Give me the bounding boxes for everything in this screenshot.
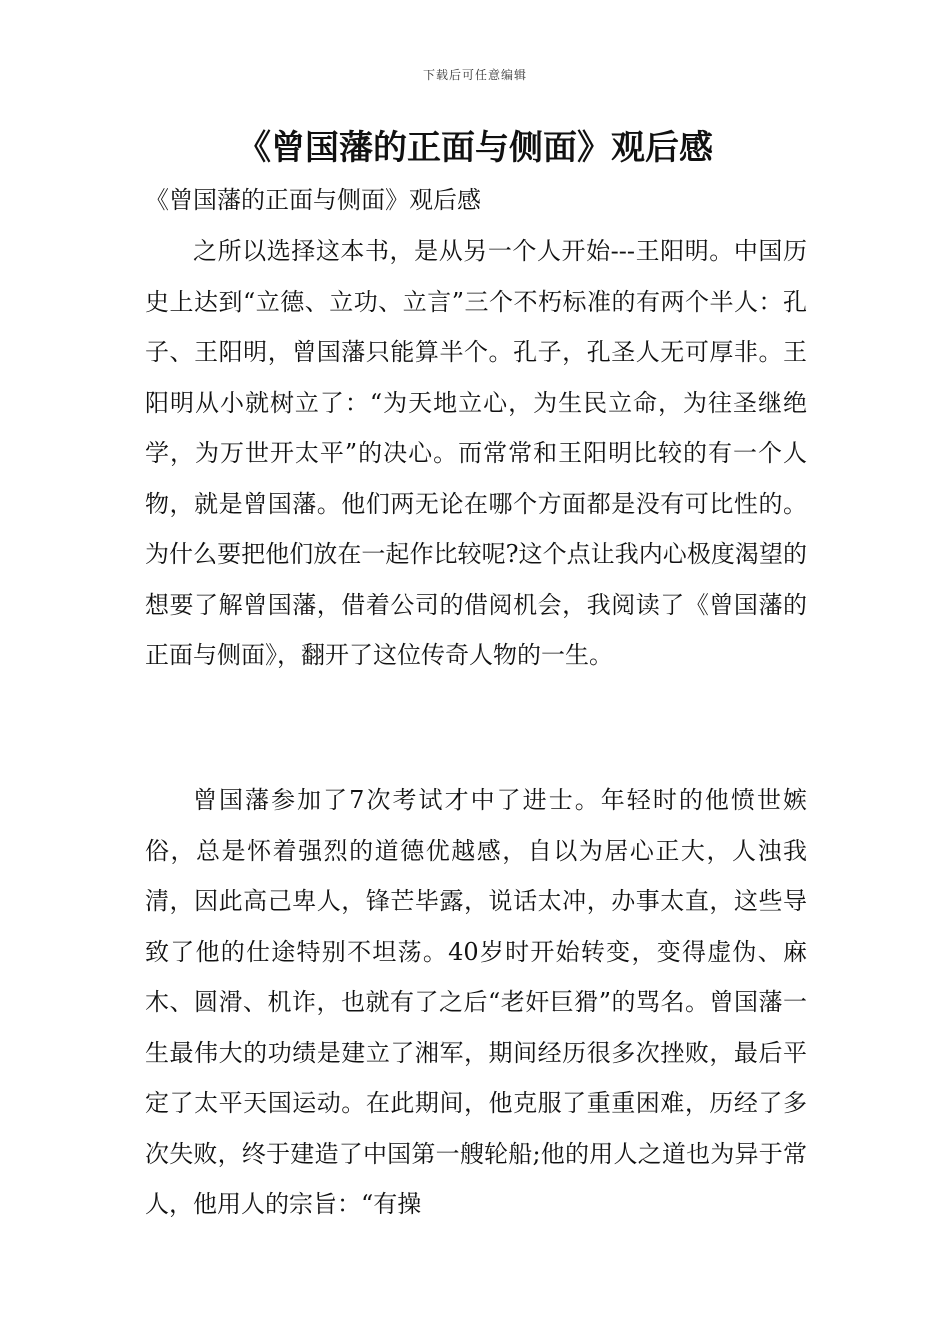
body-paragraph-2: 曾国藩参加了7次考试才中了进士。年轻时的他愤世嫉俗，总是怀着强烈的道德优越感，自以为居心正大，人浊我清，因此高己卑人，锋芒毕露，说话太冲，办事太直，这些导致了他的仕途特别不坦荡。40岁时开始转变，变得虚伪、麻木、圆滑、机诈，也就有了之后“老奸巨猾”的骂名。曾国藩一生最伟大的功绩是建立了湘军，期间经历很多次挫败，最后平定了太平天国运动。在此期间，他克服了重重困难，历经了多次失败，终于建造了中国第一艘轮船;他的用人之道也为异于常人，他用人的宗旨：“有操 [145,786,807,1218]
body-paragraph-1: 之所以选择这本书，是从另一个人开始---王阳明。中国历史上达到“立德、立功、立言”三个不朽标准的有两个半人：孔子、王阳明，曾国藩只能算半个。孔子，孔圣人无可厚非。王阳明从小就树立了：“为天地立心，为生民立命，为往圣继绝学，为万世开太平”的决心。而常常和王阳明比较的有一个人物，就是曾国藩。他们两无论在哪个方面都是没有可比性的。为什么要把他们放在一起作比较呢?这个点让我内心极度渴望的想要了解曾国藩，借着公司的借阅机会，我阅读了《曾国藩的正面与侧面》，翻开了这位传奇人物的一生。 [145,237,807,669]
document-subtitle: 《曾国藩的正面与侧面》观后感 [145,186,481,214]
document-title: 《曾国藩的正面与侧面》观后感 [237,128,713,168]
page-header-note: 下载后可任意编辑 [422,68,527,82]
